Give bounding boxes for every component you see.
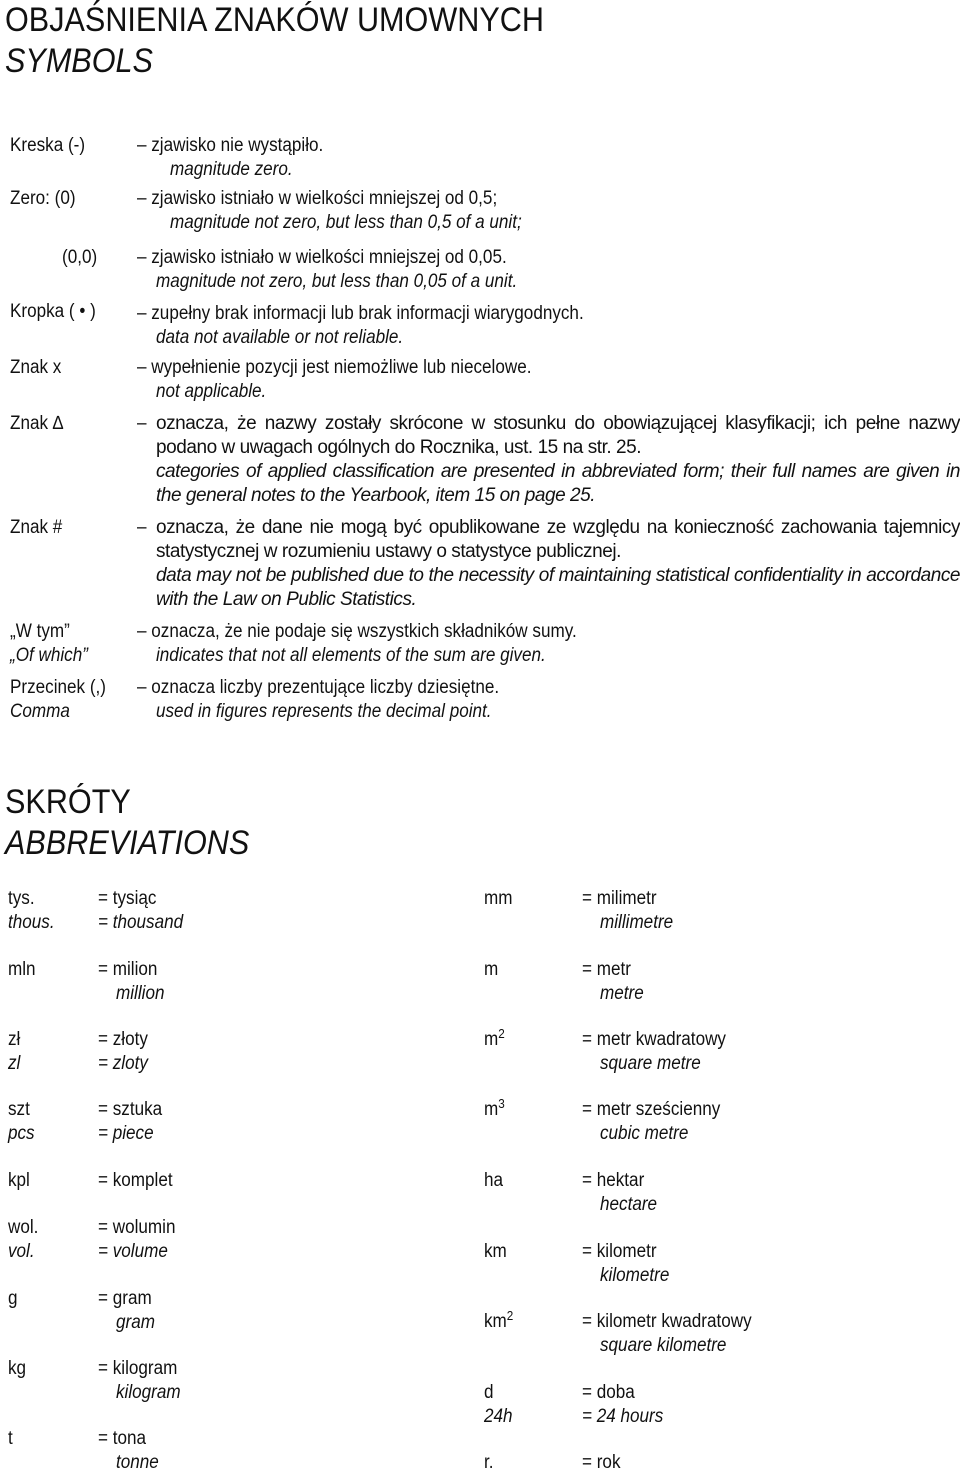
abbr-right: m	[484, 959, 499, 980]
abbr-right-def: = rok	[582, 1452, 621, 1473]
abbr-left-def-en: kilogram	[116, 1382, 181, 1403]
symbol-desc-pl: – oznacza liczby prezentujące liczby dziesiętne.	[137, 677, 500, 698]
abbr-right: km	[484, 1241, 507, 1262]
abbr-right-def: = metr	[582, 959, 631, 980]
abbr-right-def-en: millimetre	[600, 912, 674, 933]
abbr-left-def: = tona	[98, 1428, 147, 1449]
symbol-desc-pl: – zjawisko istniało w wielkości mniejszej od 0,5;	[137, 188, 498, 209]
abbr-left-def: = milion	[98, 959, 158, 980]
symbol-key: Kreska (-)	[10, 135, 86, 156]
symbol-dash: –	[137, 517, 147, 538]
abbr-unit: km	[484, 1311, 507, 1332]
symbol-desc-en: used in figures represents the decimal point.	[156, 701, 492, 722]
abbr-right-def-en: cubic metre	[600, 1123, 689, 1144]
symbol-desc-pl: oznacza, że dane nie mogą być opublikowane ze względu na konieczność zachowania tajemnicy statystycznej w rozumieniu ustawy o statystyce publicznej.	[156, 517, 960, 562]
abbr-unit: m	[484, 1099, 499, 1120]
abbr-right: ha	[484, 1170, 504, 1191]
abbr-right-def: = kilometr	[582, 1241, 657, 1262]
symbol-desc-pl: – oznacza, że nie podaje się wszystkich składników sumy.	[137, 621, 577, 642]
abbr-left-def-en: tonne	[116, 1452, 159, 1473]
symbol-key: Znak ∆	[10, 413, 64, 434]
symbol-desc-en: data may not be published due to the necessity of maintaining statistical confidentiality in accordance with the Law on Public Statistics.	[156, 565, 960, 610]
symbol-key: Znak #	[10, 517, 63, 538]
symbol-key: Zero: (0)	[10, 188, 76, 209]
abbr-right: d	[484, 1382, 494, 1403]
symbol-desc-en: magnitude zero.	[170, 159, 293, 180]
abbr-right-def-en: square metre	[600, 1053, 701, 1074]
symbol-key: Kropka ( • )	[10, 301, 96, 322]
abbr-left-def-en: = zloty	[98, 1053, 148, 1074]
abbr-left: kg	[8, 1358, 27, 1379]
abbr-left: kpl	[8, 1170, 30, 1191]
abbreviations-heading-en: ABBREVIATIONS	[5, 824, 250, 862]
abbr-right	[484, 1028, 505, 1052]
abbr-right-def: = milimetr	[582, 888, 657, 909]
abbr-left: wol.	[8, 1217, 39, 1238]
abbr-left-en: thous.	[8, 912, 55, 933]
abbr-exponent: 2	[506, 1308, 514, 1323]
abbr-left-def: = gram	[98, 1288, 152, 1309]
abbr-right-def: = hektar	[582, 1170, 645, 1191]
symbol-desc-en: magnitude not zero, but less than 0,5 of a unit;	[170, 212, 522, 233]
abbr-right: mm	[484, 888, 513, 909]
abbr-left-def: = kilogram	[98, 1358, 178, 1379]
abbr-unit: m	[484, 1029, 499, 1050]
symbol-dash: –	[137, 413, 147, 434]
abbr-right-def-en: hectare	[600, 1194, 658, 1215]
abbr-left-def-en: = volume	[98, 1241, 168, 1262]
abbr-left-en: zl	[8, 1053, 21, 1074]
abbr-right-en: 24h	[484, 1406, 513, 1427]
abbr-left-en: vol.	[8, 1241, 35, 1262]
abbr-left-def: = sztuka	[98, 1099, 163, 1120]
abbr-left-def-en: = piece	[98, 1123, 154, 1144]
abbr-left: t	[8, 1428, 13, 1449]
abbr-left-def-en: million	[116, 983, 165, 1004]
symbol-desc-pl: – zjawisko nie wystąpiło.	[137, 135, 324, 156]
abbr-left-def-en: gram	[116, 1312, 155, 1333]
abbr-right	[484, 1310, 513, 1334]
abbr-left: mln	[8, 959, 36, 980]
abbr-right-def-en: = 24 hours	[582, 1406, 664, 1427]
symbol-key-en: Comma	[10, 701, 70, 722]
abbr-right-def-en: metre	[600, 983, 644, 1004]
symbol-desc-en: categories of applied classification are presented in abbreviated form; their full names are given in the general notes to the Yearbook, item 15 on page 25.	[156, 461, 960, 506]
abbr-left: zł	[8, 1029, 21, 1050]
abbr-left-en: pcs	[8, 1123, 35, 1144]
symbol-key: (0,0)	[62, 247, 98, 268]
symbol-key-en: „Of which”	[10, 645, 88, 666]
symbol-desc-en: data not available or not reliable.	[156, 327, 404, 348]
symbol-desc-en: not applicable.	[156, 381, 267, 402]
symbol-desc-en: magnitude not zero, but less than 0,05 of a unit.	[156, 271, 518, 292]
abbr-exponent: 2	[498, 1026, 505, 1041]
abbr-left: tys.	[8, 888, 35, 909]
abbr-right: r.	[484, 1452, 494, 1473]
symbol-desc-pl: oznacza, że nazwy zostały skrócone w stosunku do obowiązującej klasyfikacji; ich pełne nazwy podano w uwagach ogólnych do Rocznika, ust. 15 na str. 25.	[156, 413, 960, 458]
symbol-desc-pl: – zupełny brak informacji lub brak informacji wiarygodnych.	[137, 303, 584, 324]
abbr-left-def: = komplet	[98, 1170, 173, 1191]
abbr-exponent: 3	[498, 1096, 505, 1111]
abbr-right-def-en: kilometre	[600, 1265, 670, 1286]
symbols-heading-en: SYMBOLS	[5, 42, 153, 80]
symbols-heading: OBJAŚNIENIA ZNAKÓW UMOWNYCH	[5, 1, 544, 39]
symbol-key: Znak x	[10, 357, 62, 378]
abbr-right-def: = metr kwadratowy	[582, 1029, 726, 1050]
abbr-left: szt	[8, 1099, 30, 1120]
symbol-key: „W tym”	[10, 621, 70, 642]
abbr-right-def: = kilometr kwadratowy	[582, 1311, 752, 1332]
symbol-desc-pl: – zjawisko istniało w wielkości mniejszej od 0,05.	[137, 247, 507, 268]
abbr-left-def: = tysiąc	[98, 888, 157, 909]
abbr-right-def: = metr sześcienny	[582, 1099, 721, 1120]
abbr-left-def: = wolumin	[98, 1217, 176, 1238]
symbol-desc-en: indicates that not all elements of the sum are given.	[156, 645, 546, 666]
abbr-right	[484, 1098, 505, 1122]
abbr-right-def-en: square kilometre	[600, 1335, 727, 1356]
abbr-left-def-en: = thousand	[98, 912, 184, 933]
abbr-left-def: = złoty	[98, 1029, 148, 1050]
abbr-right-def: = doba	[582, 1382, 635, 1403]
symbol-desc-pl: – wypełnienie pozycji jest niemożliwe lub niecelowe.	[137, 357, 532, 378]
symbol-key: Przecinek (,)	[10, 677, 106, 698]
abbreviations-heading: SKRÓTY	[5, 783, 131, 821]
abbr-left: g	[8, 1288, 18, 1309]
